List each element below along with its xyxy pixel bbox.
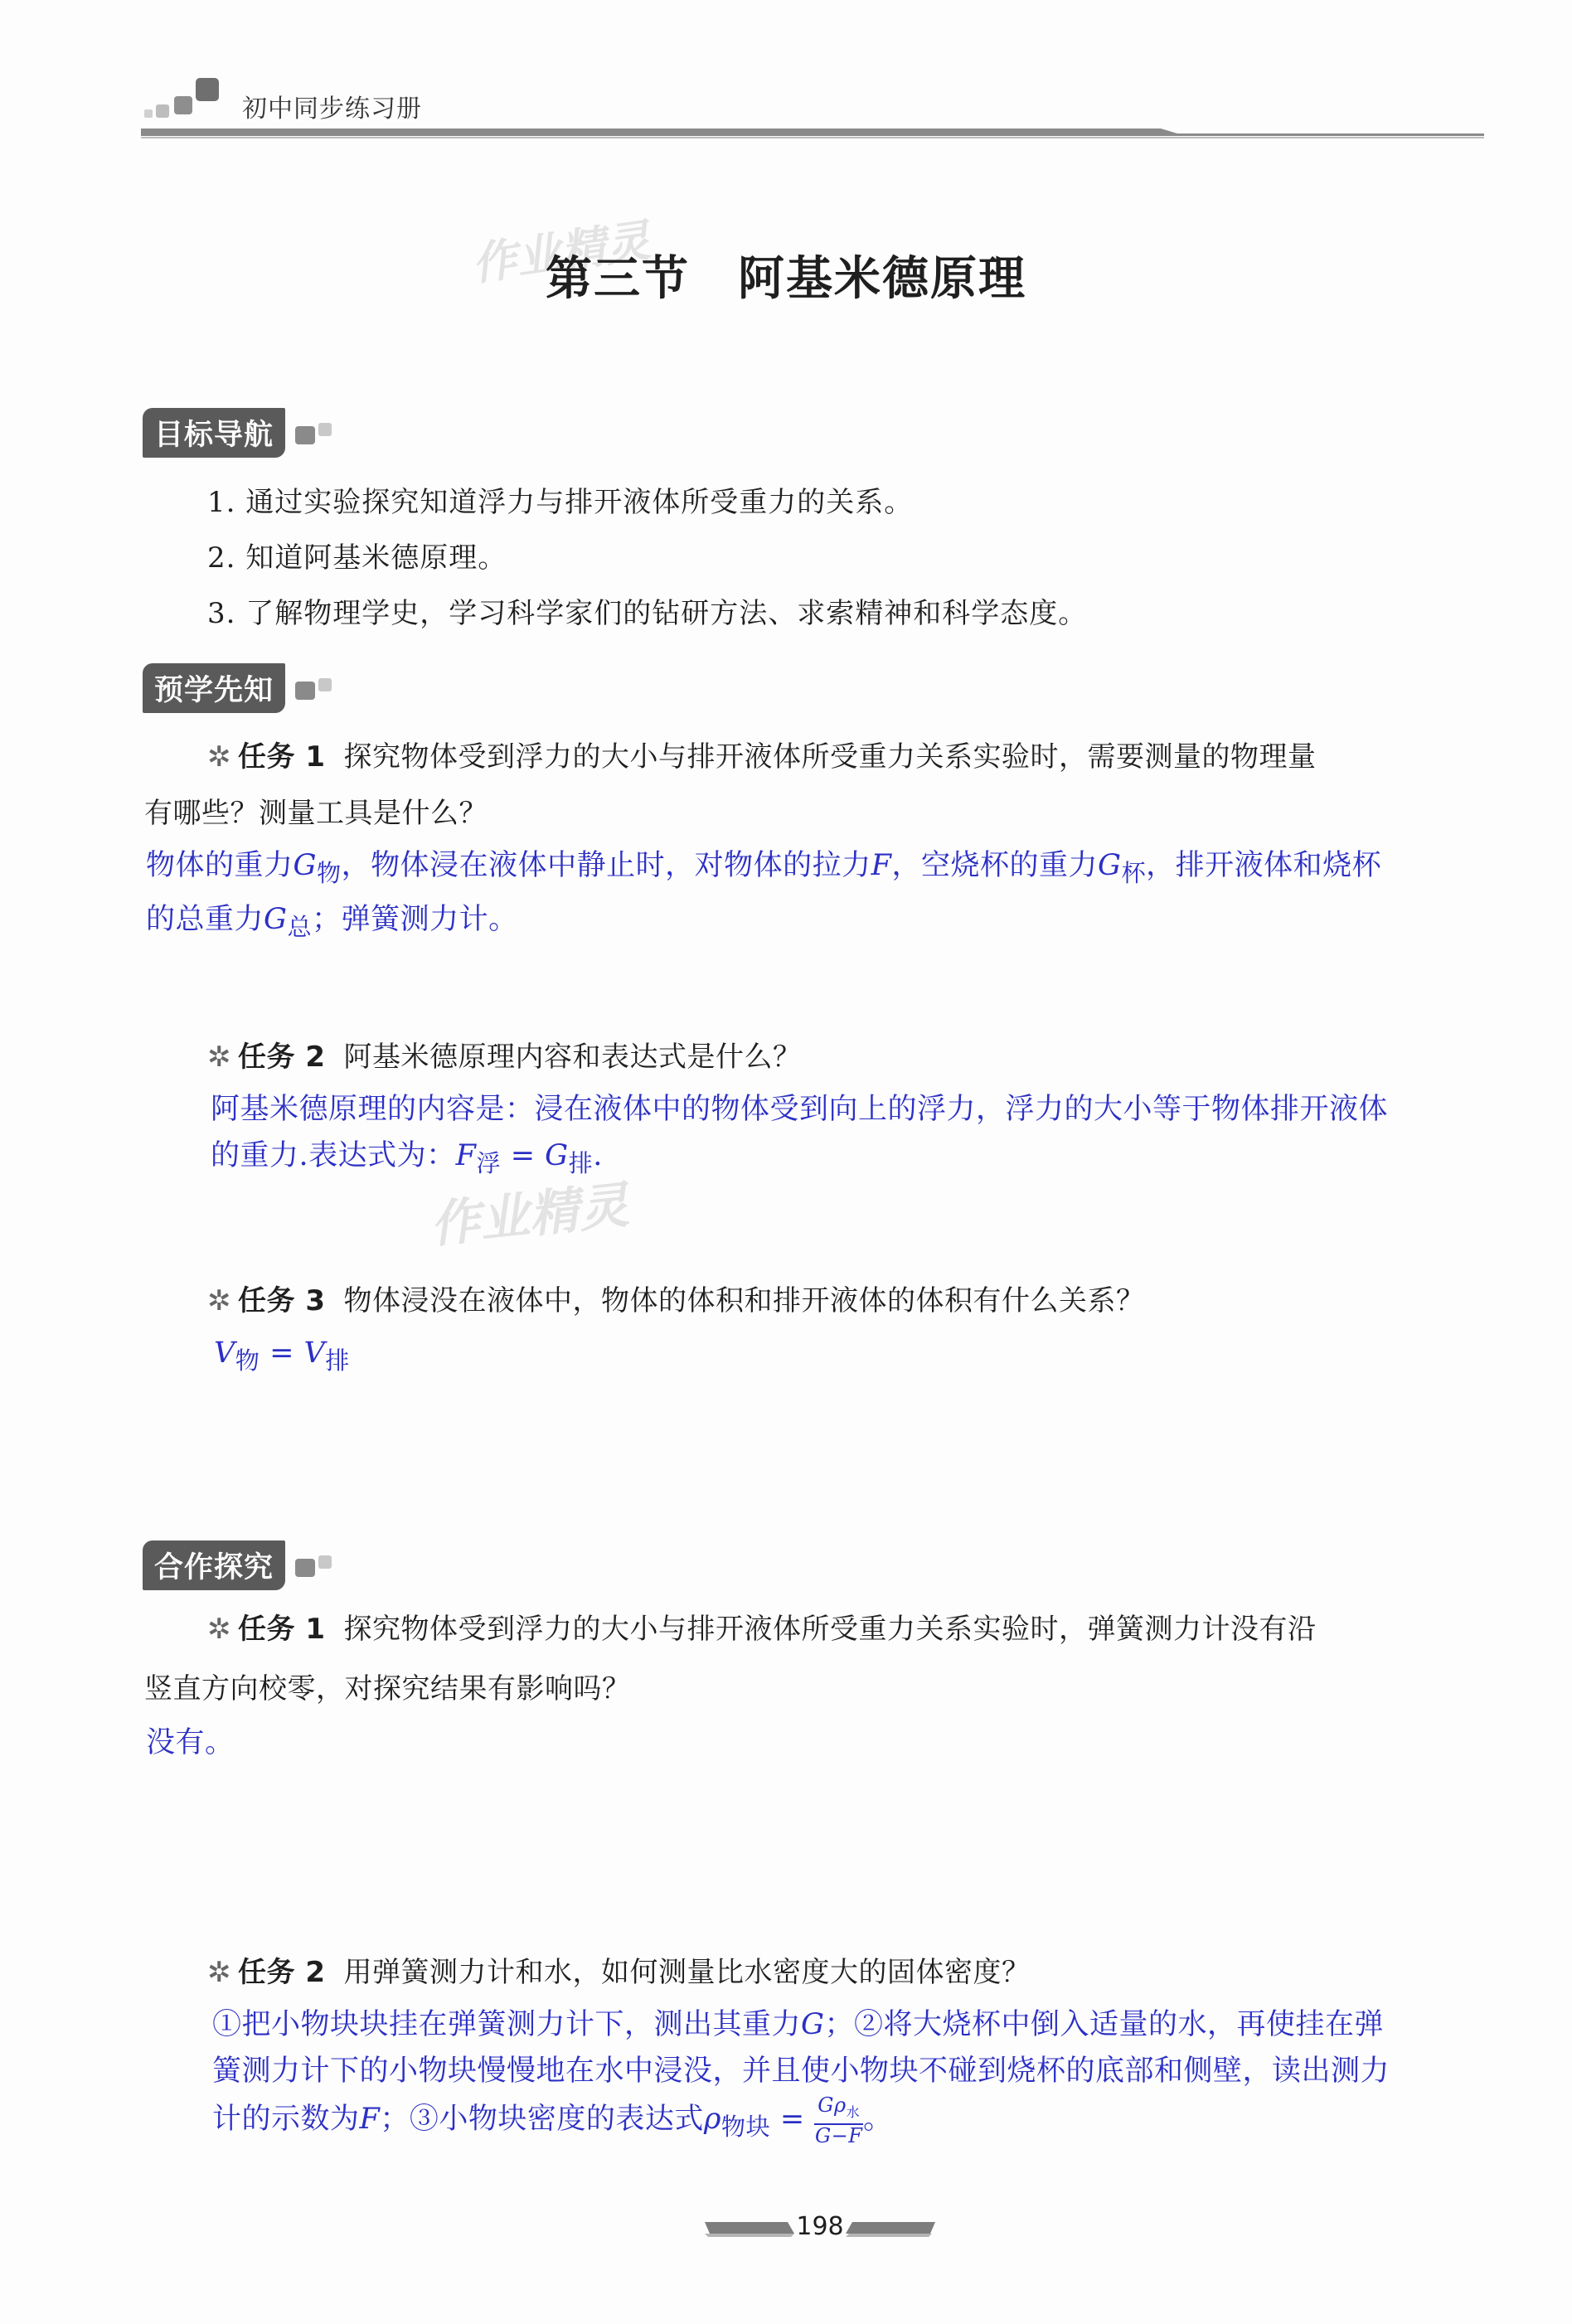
preview-task1-question-cont: 有哪些？测量工具是什么？: [144, 797, 488, 830]
question-text: 探究物体受到浮力的大小与排开液体所受重力关系实验时，弹簧测力计没有沿: [343, 1613, 1317, 1646]
density-fraction: $G\rho_水$ G−F: [814, 2094, 863, 2147]
answer-line: ①把小物块块挂在弹簧测力计下，测出其重力G；②将大烧杯中倒入适量的水，再使挂在弹: [212, 2008, 1384, 2041]
question-text: 探究物体受到浮力的大小与排开液体所受重力关系实验时，需要测量的物理量: [343, 740, 1317, 774]
header-decoration-squares: [143, 73, 259, 123]
watermark-top: 作业精灵: [468, 213, 653, 291]
cooperate-task1-question: [207, 1612, 1501, 1647]
section-tag-cooperate: [143, 1540, 340, 1590]
question-text: 物体浸没在液体中，物体的体积和排开液体的体积有什么关系？: [343, 1284, 1145, 1317]
task-name: 任务 1: [238, 740, 326, 774]
answer-line: 的总重力$G_总$；弹簧测力计。: [146, 903, 518, 941]
preview-task2-answer: [211, 1086, 1388, 1186]
task-name: 任务 2: [238, 1041, 326, 1074]
header-rule: [141, 129, 1484, 138]
answer-line: 计的示数为F；③小物块密度的表达式$\rho_{物块}$ = $G\rho_水$ G−F 。: [212, 2094, 893, 2147]
flower-bullet-icon: ✲: [207, 1284, 231, 1317]
watermark-middle: 作业精灵: [427, 1176, 632, 1255]
section-label: 合作探究: [143, 1540, 285, 1590]
goal-item-1: 1. 通过实验探究知道浮力与排开液体所受重力的关系。: [207, 486, 914, 519]
page-number: 198: [796, 2212, 844, 2241]
cooperate-task2-answer: [212, 2001, 1522, 2150]
footer-left-bar: [705, 2217, 794, 2239]
task-name: 任务 3: [238, 1284, 326, 1317]
tag-decoration-icon: [294, 418, 340, 448]
section-label: 预学先知: [143, 663, 285, 713]
answer-line: 的重力.表达式为：$F_浮 = G_排$.: [211, 1139, 603, 1177]
task-name: 任务 1: [238, 1613, 326, 1646]
question-text: 用弹簧测力计和水，如何测量比水密度大的固体密度？: [343, 1956, 1031, 1989]
tag-decoration-icon: [294, 1550, 340, 1580]
page-title: 第三节 阿基米德原理: [546, 252, 1026, 306]
flower-bullet-icon: ✲: [207, 1956, 231, 1989]
section-label: 目标导航: [143, 408, 285, 458]
goal-item-3: 3. 了解物理学史，学习科学家们的钻研方法、求索精神和科学态度。: [207, 597, 1088, 630]
section-tag-goals: [143, 408, 340, 458]
answer-line: 阿基米德原理的内容是：浸在液体中的物体受到向上的浮力，浮力的大小等于物体排开液体: [211, 1093, 1389, 1126]
task-name: 任务 2: [238, 1956, 326, 1989]
cooperate-task1-question-cont: 竖直方向校零，对探究结果有影响吗？: [144, 1672, 631, 1705]
answer-line: 物体的重力$G_物$，物体浸在液体中静止时，对物体的拉力F，空烧杯的重力$G_杯$，排开液体和烧杯: [146, 849, 1382, 887]
flower-bullet-icon: ✲: [207, 740, 231, 774]
flower-bullet-icon: ✲: [207, 1613, 231, 1646]
preview-task2-question: [207, 1040, 802, 1075]
cooperate-task1-answer: 没有。: [146, 1726, 235, 1759]
flower-bullet-icon: ✲: [207, 1041, 231, 1074]
section-tag-preview: [143, 663, 340, 713]
tag-decoration-icon: [294, 673, 340, 703]
answer-line: 簧测力计下的小物块慢慢地在水中浸没，并且使小物块不碰到烧杯的底部和侧壁，读出测力: [212, 2055, 1390, 2088]
book-title: 初中同步练习册: [242, 95, 422, 124]
preview-task3-question: [207, 1283, 1145, 1318]
footer-right-bar: [846, 2217, 935, 2239]
preview-task1-answer: [146, 842, 1381, 950]
goal-item-2: 2. 知道阿基米德原理。: [207, 541, 507, 575]
question-text: 阿基米德原理内容和表达式是什么？: [343, 1041, 802, 1074]
cooperate-task2-question: [207, 1955, 1031, 1990]
preview-task1-question: [207, 740, 1501, 774]
preview-task3-answer: $V_物 = V_排$: [214, 1337, 350, 1375]
